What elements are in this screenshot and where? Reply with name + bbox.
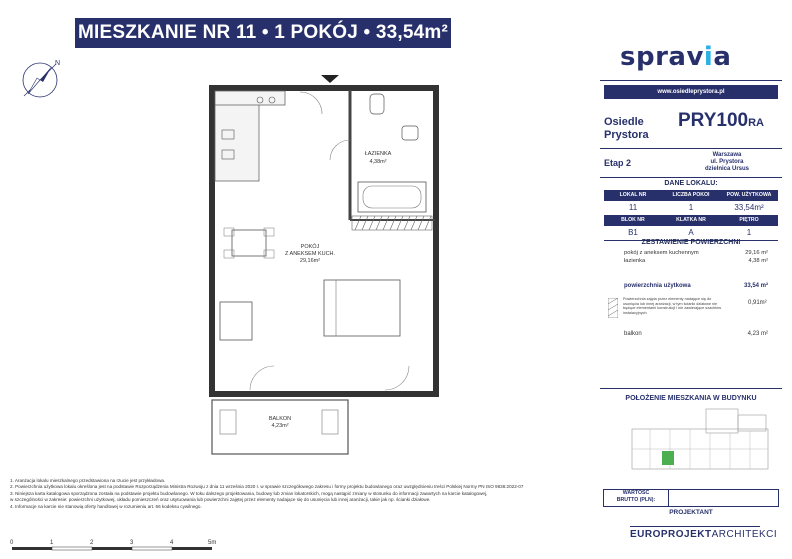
- hatch-legend-icon: [608, 298, 618, 318]
- website-url[interactable]: www.osiedleprystora.pl: [604, 85, 778, 99]
- page-title: MIESZKANIE NR 11 • 1 POKÓJ • 33,54m²: [75, 18, 451, 48]
- unit-data-title: DANE LOKALU:: [664, 180, 718, 187]
- floor-plan: [200, 70, 460, 470]
- room-area: 29,16m²: [299, 258, 321, 264]
- bathroom-area: 4,38m²: [369, 159, 387, 165]
- stage-label: Etap 2: [604, 158, 632, 168]
- gross-value-label: WARTOŚĆ BRUTTO (PLN):: [603, 489, 669, 507]
- area-summary-title: ZESTAWIENIE POWIERZCHNI: [641, 239, 741, 246]
- designer-label: PROJEKTANT: [669, 509, 713, 516]
- area-row: łazienka 4,38 m²: [624, 258, 768, 264]
- note-line: 4. Informacje na karcie nie stanowią oferty handlowej w rozumieniu art. 66 kodeksu cywilnego.: [10, 503, 202, 509]
- note-line: 2. Powierzchnia użytkowa lokalu określona jest na podstawie Rozporządzenia Ministra Rozwoju z dnia 11 września 2020 r. w sprawie szczegółowego zakresu i formy projektu budowlanego oraz uwzględnieniu treści Polskiej Normy PN ISO 9836:2022-07: [10, 484, 524, 490]
- room-label-2: Z ANEKSEM KUCH.: [284, 251, 336, 257]
- kitchen-counter: [215, 103, 259, 181]
- scale-tick-label: 2: [90, 540, 94, 546]
- scale-tick-label: 1: [50, 540, 54, 546]
- scale-bar: [10, 514, 230, 554]
- scale-tick-label: 4: [170, 540, 174, 546]
- apartment-highlight: [662, 451, 674, 465]
- room-label-1: POKÓJ: [300, 244, 320, 250]
- note-line: 3. Niniejsza karta katalogowa sporządzona została na podstawie projektu budowlanego. W toku dalszego projektowania, budowy lub zmian lokatorskich, mogą nastąpić zmiany w stosunku do informacji zawartych na karcie katalogowej,: [10, 490, 488, 496]
- area-row: pokój z aneksem kuchennym 29,16 m²: [624, 250, 768, 256]
- scale-tick-label: 5m: [208, 540, 217, 546]
- balcony-area: 4,23m²: [271, 423, 289, 429]
- scale-tick-label: 3: [130, 540, 134, 546]
- notes: [10, 478, 580, 510]
- spravia-logo: spravia: [620, 42, 732, 72]
- hatch-legend-note: Powierzchnia zajęta przez elementy nadające się do usunięcia lub innej aranżacji, w tym ścianki działowe nie będące elementami konstrukcji i nie zawierające szachtów instalacyjnych: [623, 297, 722, 315]
- europrojekt-logo: EUROPROJEKTARCHITEKCI: [630, 529, 778, 540]
- balcony-label: BALKON: [268, 416, 292, 422]
- building-key-plan: [630, 405, 770, 475]
- entrance-arrow-icon: [321, 75, 339, 83]
- note-line: w szczególności w zakresie: powierzchni użytkowej, układu pomieszczeń oraz usytuowania lub powierzchni zajętej przez elementy nadające się do usunięcia lub innej aranżacji, takie jak np. ścianki działowe.: [10, 497, 431, 503]
- unit-table-header: LOKAL NR LICZBA POKOI POW. UŻYTKOWA: [604, 190, 778, 201]
- unit-table-header: BLOK NR KLATKA NR PIĘTRO: [604, 215, 778, 226]
- bathroom-label: ŁAZIENKA: [364, 151, 392, 157]
- balcony-area-row: balkon 4,23 m²: [624, 331, 768, 337]
- address: Warszawa ul. Prystora dzielnica Ursus: [704, 152, 749, 173]
- note-line: 1. Aranżacja lokalu mieszkalnego przedstawiona na rzucie jest przykładowa.: [10, 478, 166, 483]
- unit-table-row: B1 A 1: [604, 226, 778, 241]
- building-location-title: POŁOŻENIE MIESZKANIA W BUDYNKU: [625, 395, 757, 402]
- compass-icon: [18, 58, 62, 102]
- scale-tick-label: 0: [10, 540, 14, 546]
- prystora-logo: PRY100RA: [678, 110, 764, 131]
- gross-value-field: [668, 489, 779, 507]
- usable-area-total: powierzchnia użytkowa 33,54 m²: [624, 283, 768, 289]
- hatch-area-value: 0,91m²: [748, 300, 767, 306]
- compass-north-label: N: [55, 60, 61, 67]
- unit-table-row: 11 1 33,54m²: [604, 201, 778, 216]
- estate-name: Osiedle Prystora: [604, 116, 649, 141]
